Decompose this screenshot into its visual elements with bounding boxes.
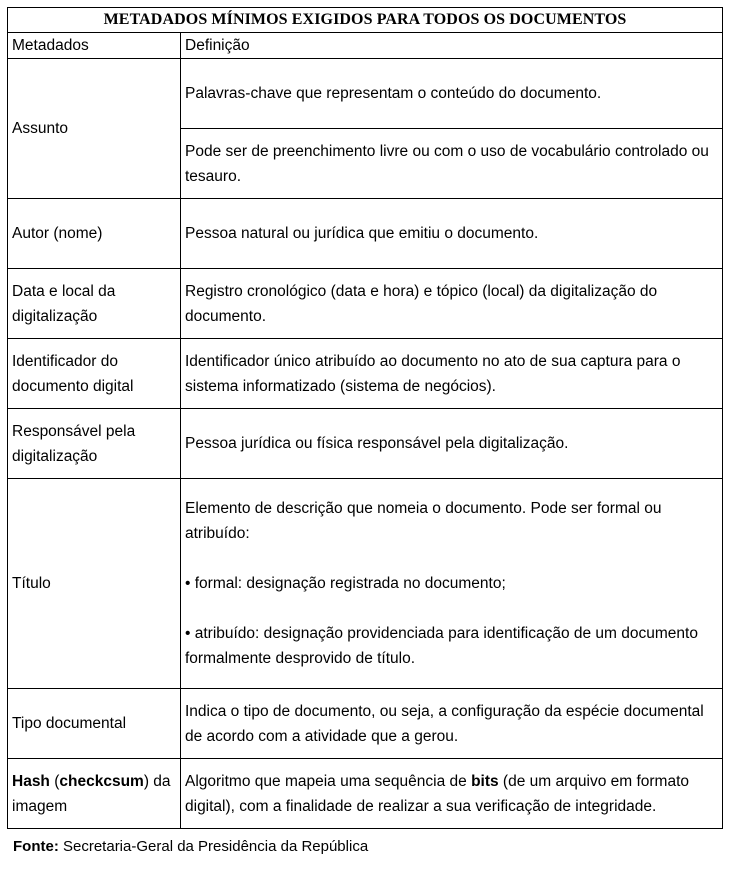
table-row (8, 59, 723, 129)
source-label: Fonte: (13, 838, 59, 855)
table-row (8, 759, 723, 829)
row-def-assunto-2: Pode ser de preenchimento livre ou com o uso de vocabulário controlado ou tesauro. (181, 129, 723, 199)
row-label-identificador: Identificador do documento digital (8, 339, 181, 409)
row-label-responsavel: Responsável pela digitalização (8, 409, 181, 479)
row-def-identificador: Identificador único atribuído ao documento no ato de sua captura para o sistema informatizado (sistema de negócios). (181, 339, 723, 409)
source-text: Secretaria-Geral da Presidência da República (58, 838, 369, 855)
hash-label-bold: Hash (12, 772, 50, 790)
row-def-hash: Algoritmo que mapeia uma sequência de bits (de um arquivo em formato digital), com a finalidade de realizar a sua verificação de integridade. (181, 759, 723, 829)
table-row (8, 339, 723, 409)
source-note (13, 838, 368, 855)
bits-bold: bits (471, 772, 499, 790)
column-header-metadados: Metadados (8, 33, 181, 59)
row-def-titulo (181, 479, 723, 689)
row-label-hash: Hash (checkcsum) da imagem (8, 759, 181, 829)
column-header-definicao: Definição (181, 33, 723, 59)
row-label-data-local: Data e local da digitalização (8, 269, 181, 339)
row-def-tipo: Indica o tipo de documento, ou seja, a configuração da espécie documental de acordo com a atividade que a gerou. (181, 689, 723, 759)
table-title: METADADOS MÍNIMOS EXIGIDOS PARA TODOS OS DOCUMENTOS (8, 8, 723, 33)
metadata-table (7, 7, 723, 829)
row-label-tipo: Tipo documental (8, 689, 181, 759)
table-row (8, 269, 723, 339)
table-row (8, 199, 723, 269)
table-row (8, 689, 723, 759)
table-row (8, 479, 723, 689)
row-label-titulo: Título (8, 479, 181, 689)
titulo-intro: Elemento de descrição que nomeia o documento. Pode ser formal ou atribuído: (185, 500, 662, 542)
row-def-responsavel: Pessoa jurídica ou física responsável pela digitalização. (181, 409, 723, 479)
titulo-bullet-formal: • formal: designação registrada no documento; (185, 575, 506, 592)
table-header-row (8, 33, 723, 59)
table-row (8, 409, 723, 479)
row-def-autor: Pessoa natural ou jurídica que emitiu o documento. (181, 199, 723, 269)
checksum-label-bold: checkcsum (59, 772, 144, 790)
row-def-assunto-1: Palavras-chave que representam o conteúdo do documento. (181, 59, 723, 129)
row-label-assunto: Assunto (8, 59, 181, 199)
titulo-bullet-atribuido: • atribuído: designação providenciada para identificação de um documento formalmente desprovido de título. (185, 625, 698, 667)
row-def-data-local: Registro cronológico (data e hora) e tópico (local) da digitalização do documento. (181, 269, 723, 339)
row-label-autor: Autor (nome) (8, 199, 181, 269)
